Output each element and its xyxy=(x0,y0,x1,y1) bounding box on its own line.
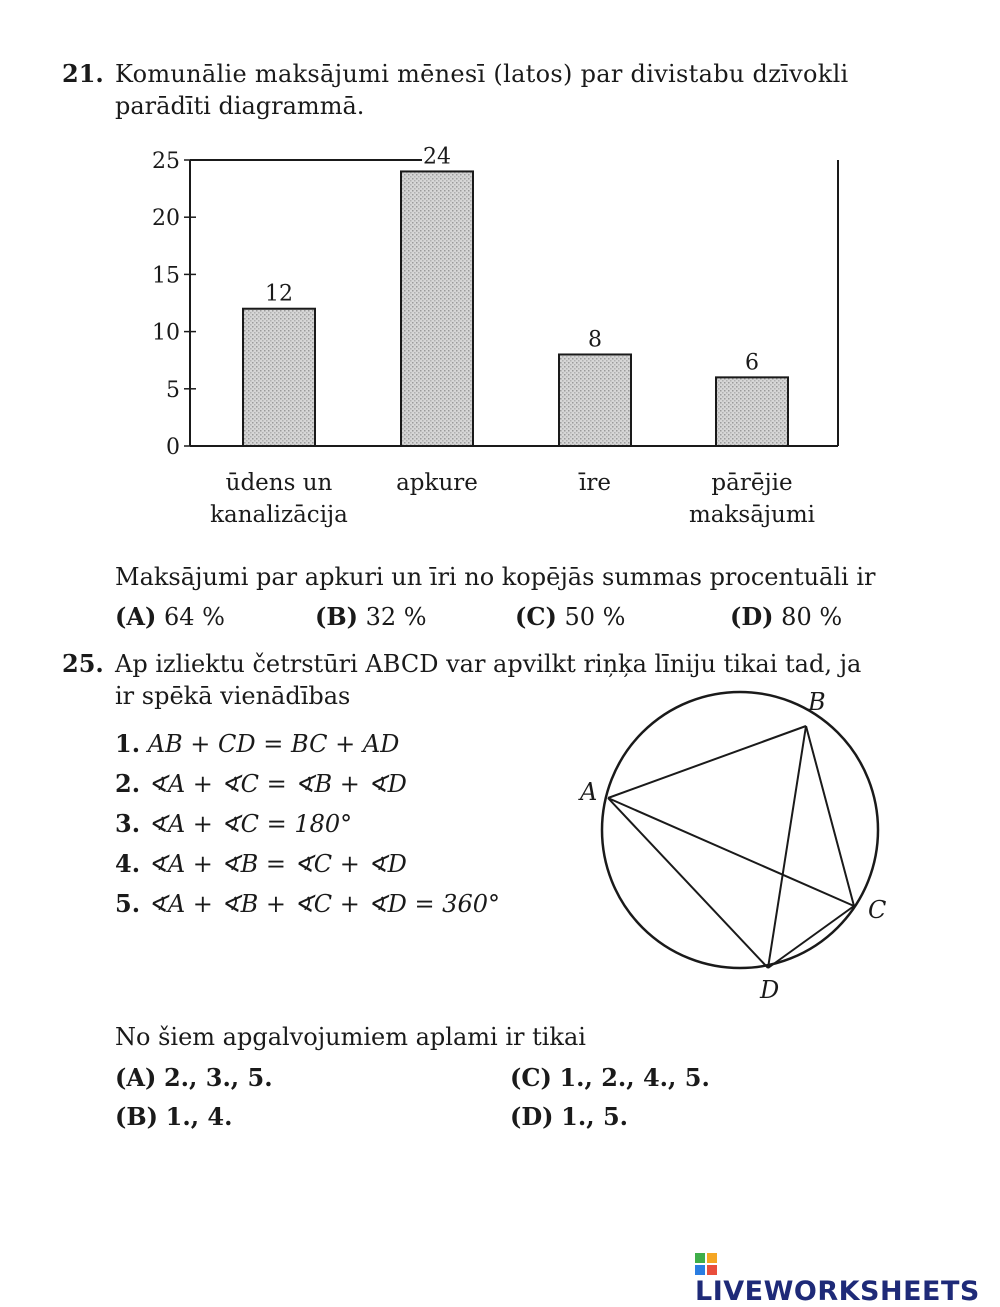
y-tick-label-0: 0 xyxy=(166,435,180,460)
q25-statement-4: 4. ∢A + ∢B = ∢C + ∢D xyxy=(115,849,407,878)
liveworksheets-logo xyxy=(695,1253,1000,1307)
bar-value-label-1: 12 xyxy=(265,281,293,307)
y-tick-label-25: 25 xyxy=(152,149,180,174)
cyclic-quadrilateral-figure xyxy=(570,680,900,1010)
x-category-label-4-line-2: maksājumi xyxy=(688,502,816,528)
bar-3 xyxy=(559,354,631,446)
vertex-a-label: A xyxy=(580,778,598,806)
side-da xyxy=(608,798,768,968)
circumcircle xyxy=(602,692,878,968)
bar-chart xyxy=(140,130,860,530)
q25-option-a[interactable]: (A) 2., 3., 5. xyxy=(115,1063,273,1092)
side-bc xyxy=(806,726,854,906)
logo-text: LIVEWORKSHEETS xyxy=(695,1276,980,1307)
q21-text-line1: Komunālie maksājumi mēnesī (latos) par divistabu dzīvokli xyxy=(115,60,849,88)
q21-option-d[interactable]: (D) 80 % xyxy=(730,602,843,631)
q21-option-a[interactable]: (A) 64 % xyxy=(115,602,225,631)
bar-1 xyxy=(243,309,315,446)
side-cd xyxy=(768,906,854,968)
vertex-d-label: D xyxy=(760,976,780,1004)
q25-statement-1: 1. AB + CD = BC + AD xyxy=(115,729,400,758)
q25-statement-3: 3. ∢A + ∢C = 180° xyxy=(115,809,353,838)
y-tick-label-5: 5 xyxy=(166,377,180,403)
bar-2 xyxy=(401,171,473,446)
q21-option-c[interactable]: (C) 50 % xyxy=(515,602,626,631)
y-tick-label-20: 20 xyxy=(152,206,180,232)
vertex-c-label: C xyxy=(868,896,887,924)
bar-4 xyxy=(716,377,788,446)
q25-option-b[interactable]: (B) 1., 4. xyxy=(115,1102,233,1131)
x-category-label-1-line-2: kanalizācija xyxy=(210,502,348,528)
y-tick-label-15: 15 xyxy=(152,263,180,289)
bar-value-label-2: 24 xyxy=(423,144,451,170)
q21-option-b[interactable]: (B) 32 % xyxy=(315,602,427,631)
x-category-label-1-line-1: ūdens un xyxy=(225,470,333,496)
diagonal-ac xyxy=(608,798,854,906)
q25-text-line1: Ap izliektu četrstūri ABCD var apvilkt riņķa līniju tikai tad, ja xyxy=(115,650,862,678)
q21-question: Maksājumi par apkuri un īri no kopējās summas procentuāli ir xyxy=(115,563,876,591)
vertex-b-label: B xyxy=(808,688,826,716)
logo-icon xyxy=(695,1253,717,1275)
bar-value-label-3: 8 xyxy=(588,327,602,353)
y-tick-label-10: 10 xyxy=(152,320,180,346)
diagonal-bd xyxy=(768,726,806,968)
q25-option-c[interactable]: (C) 1., 2., 4., 5. xyxy=(510,1063,710,1092)
q25-option-d[interactable]: (D) 1., 5. xyxy=(510,1102,628,1131)
q25-statement-2: 2. ∢A + ∢C = ∢B + ∢D xyxy=(115,769,407,798)
x-category-label-4-line-1: pārējie xyxy=(711,470,793,496)
q25-number: 25. xyxy=(62,649,104,678)
q25-statement-5: 5. ∢A + ∢B + ∢C + ∢D = 360° xyxy=(115,889,500,918)
q25-question: No šiem apgalvojumiem aplami ir tikai xyxy=(115,1023,586,1051)
q21-number: 21. xyxy=(62,59,104,88)
q21-text-line2: parādīti diagrammā. xyxy=(115,92,365,120)
x-category-label-3-line-1: īre xyxy=(579,470,611,496)
x-category-label-2-line-1: apkure xyxy=(396,470,478,496)
q25-text-line2: ir spēkā vienādības xyxy=(115,682,351,710)
bar-value-label-4: 6 xyxy=(745,350,759,376)
